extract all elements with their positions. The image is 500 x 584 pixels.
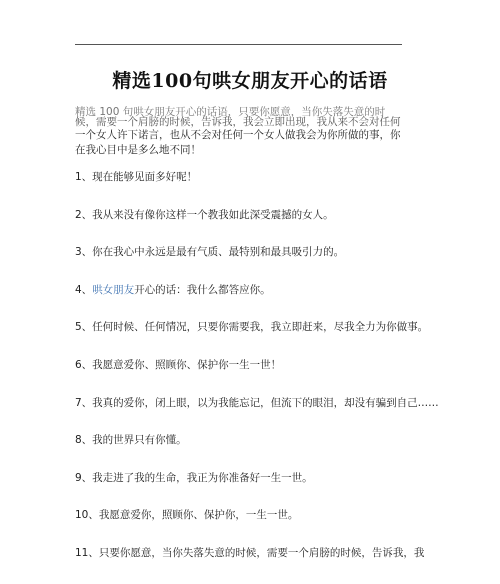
intro-line-4: 在我心目中是多么地不同！ bbox=[75, 144, 201, 156]
keyword-link[interactable]: 哄女朋友 bbox=[92, 283, 135, 296]
quote-list bbox=[75, 170, 439, 584]
list-item: 5、任何时候、任何情况，只要你需要我，我立即赶来，尽我全力为你做事。 bbox=[75, 321, 429, 334]
list-item: 10、我愿意爱你，照顾你、保护你，一生一世。 bbox=[75, 509, 299, 522]
intro-line-2: 候，需要一个肩膀的时候，告诉我，我会立即出现，我从来不会对任何 bbox=[75, 116, 401, 128]
list-item: 3、你在我心中永远是最有气质、最特别和最具吸引力的。 bbox=[75, 246, 345, 259]
top-divider bbox=[75, 44, 402, 45]
intro-line-3: 一个女人许下诺言，也从不会对任何一个女人做我会为你所做的事，你 bbox=[75, 129, 401, 141]
intro-line-1: 精选 100 句哄女朋友开心的话语，只要你愿意，当你失落失意的时 bbox=[75, 106, 386, 118]
list-item: 7、我真的爱你，闭上眼，以为我能忘记，但流下的眼泪，却没有骗到自己…… bbox=[75, 396, 439, 409]
list-item: 9、我走进了我的生命，我正为你准备好一生一世。 bbox=[75, 471, 313, 484]
list-item: 8、我的世界只有你懂。 bbox=[75, 434, 187, 447]
list-item: 2、我从来没有像你这样一个教我如此深受震撼的女人。 bbox=[75, 208, 334, 221]
list-item: 1、现在能够见面多好呢！ bbox=[75, 171, 198, 183]
list-item: 6、我愿意爱你、照顾你、保护你一生一世！ bbox=[75, 358, 282, 371]
list-item: 11、只要你愿意，当你失落失意的时候，需要一个肩膀的时候，告诉我，我 bbox=[75, 546, 425, 559]
intro-paragraph bbox=[75, 106, 405, 156]
document-title: 精选100句哄女朋友开心的话语 bbox=[112, 70, 388, 92]
list-item: 4、哄女朋友开心的话：我什么都答应你。 bbox=[75, 283, 271, 296]
